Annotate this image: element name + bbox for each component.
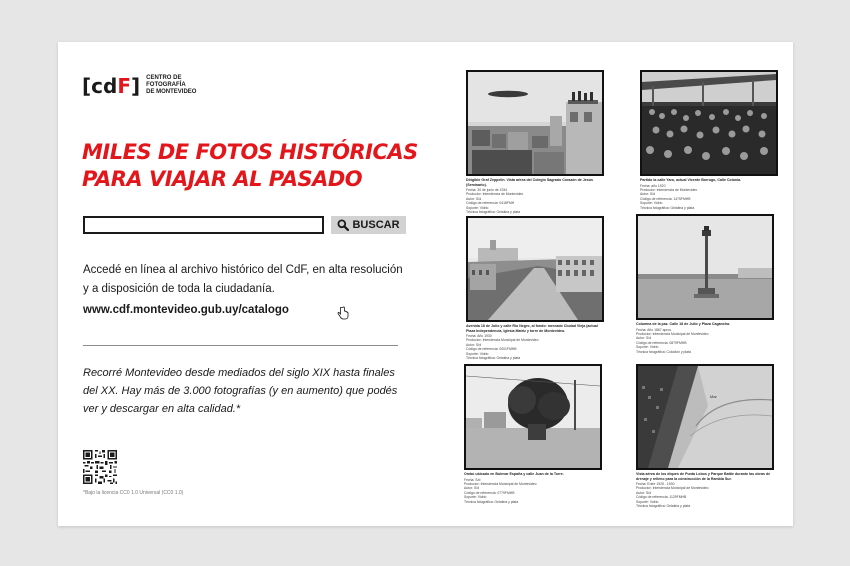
photo-ombu[interactable] [464, 364, 602, 470]
photo-meta-line: Autor: S/d [640, 192, 656, 197]
intro-italic-text: Recorré Montevideo desde mediados del siglo XIX hasta finales del XX. Hay más de 3.000 fotografías (y en aumento) que podés ver y descargar en alta calidad.* [83, 367, 398, 415]
photo-meta-line: Soporte: Vidrio [466, 205, 489, 210]
photo-meta-line: Fecha: Año 1930 [466, 334, 492, 338]
photo-meta-line: Código de referencia: 1129FMHB [636, 495, 687, 500]
photo-meta-line: Técnica fotográfica: Gelatina y plata [466, 210, 521, 215]
search-icon [337, 219, 349, 231]
photo-meta-line: Autor: S/d [466, 196, 482, 201]
license-note: *Bajo la licencia CC0 1.0 Universal (CC0 1.0) [83, 490, 184, 496]
photo-meta-line: Técnica fotográfica: Gelatina y plata [466, 356, 521, 361]
photo-meta-line: Autor: S/d [636, 490, 652, 495]
photo-meta-line: Fecha: 30 de junio de 1934 [466, 188, 508, 192]
photo-meta-line: Técnica fotográfica: Gelatina y plata [636, 504, 691, 509]
photo-meta-line: Técnica fotográfica: Gelatina y plata [640, 205, 695, 210]
headline [82, 139, 422, 193]
poster [58, 42, 793, 526]
qr-code[interactable] [83, 450, 117, 484]
photo-title: Dirigible Graf Zeppelin. Vista aérea del Colegio Sagrado Corazón de Jesús (Seminario). [466, 178, 593, 187]
photo-title: Columna de la paz. Calle 18 de Julio y Plaza Cagancha. [636, 322, 731, 326]
photo-title: Vista aérea de los diques de Punta Lobos y Parque Battle durante las obras de drenaje y relleno para la construcción de la Rambla Sur. [636, 472, 771, 481]
photo-meta-line: Productor: Intendencia Municipal de Montevideo [466, 338, 539, 343]
photo-meta [464, 478, 602, 504]
photo-meta-line: Código de referencia: 0418FMH [466, 201, 515, 206]
photo-meta-line: Autor: S/d [636, 336, 652, 341]
photo-meta-line: Código de referencia: 0779FMHB [464, 490, 515, 495]
photo-title: Avenida 18 de Julio y calle Río Negro, al fondo: mercado Ciudad Vieja (actual Plaza Independencia, Iglesia Matriz y torre de Montevideo. [466, 324, 598, 333]
logo-mark [82, 73, 141, 98]
logo-mark-cd: [cd [82, 73, 118, 98]
photo-card-ombu[interactable] [464, 364, 602, 504]
divider [83, 345, 398, 346]
photo-card-avenue[interactable] [466, 216, 604, 360]
description: Accedé en línea al archivo histórico del CdF, en alta resolución y a disposición de toda la ciudadanía. [83, 264, 403, 295]
logo-line-2: FOTOGRAFÍA [146, 82, 186, 88]
logo-mark-bracket: ] [130, 73, 141, 98]
photo-meta-line: Autor: S/d [466, 342, 482, 347]
photo-zeppelin[interactable] [466, 70, 604, 176]
photo-card-column[interactable] [636, 214, 774, 354]
photo-meta-line: Productor: Intendencia Municipal de Montevideo [464, 481, 537, 486]
logo-line-3: DE MONTEVIDEO [146, 89, 197, 95]
photo-meta [636, 482, 774, 508]
photo-meta-line: Código de referencia: 0001FMHB [466, 347, 517, 352]
logo-mark-f: F [117, 73, 131, 98]
photo-meta-line: Soporte: Vidrio [464, 495, 487, 500]
photo-aerial[interactable] [636, 364, 774, 470]
photo-meta-line: Soporte: Vidrio [636, 499, 659, 504]
photo-meta-line: Soporte: Vidrio [636, 345, 659, 350]
cdf-logo [82, 75, 216, 96]
search-button-label: BUSCAR [352, 219, 400, 231]
photo-meta-line: Fecha: año 1920 [640, 183, 666, 188]
photo-meta-line: Fecha: S/d [464, 477, 481, 482]
photo-meta-line: Código de referencia: 1475FMHB [640, 196, 691, 201]
search-input[interactable] [83, 216, 324, 234]
photo-avenue[interactable] [466, 216, 604, 322]
catalog-link[interactable]: www.cdf.montevideo.gub.uy/catalogo [83, 304, 289, 316]
photo-meta-line: Productor: Intendencia Municipal de Montevideo [636, 331, 709, 336]
hand-pointer-icon [337, 306, 349, 320]
photo-card-zeppelin[interactable] [466, 70, 604, 214]
photo-meta [466, 188, 604, 214]
photo-card-crowd[interactable] [640, 70, 778, 210]
photo-meta-line: Productor: Intendencia de Montevideo [640, 187, 698, 192]
photo-meta [636, 328, 774, 354]
photo-meta-line: Técnica fotográfica: Colodión y plata [636, 349, 691, 354]
photo-meta [466, 334, 604, 360]
photo-title: Ombú ubicado en Bulevar España y calle Juan de la Torre. [464, 472, 564, 476]
photo-meta-line: Productor: Intendencia de Montevideo [466, 192, 524, 197]
headline-line-2: PARA VIAJAR AL PASADO [82, 167, 363, 191]
photo-card-aerial[interactable] [636, 364, 774, 508]
logo-text [146, 75, 216, 96]
mar-label: Mar [710, 394, 717, 399]
photo-meta-line: Soporte: Vidrio [640, 201, 663, 206]
photo-meta-line: Soporte: Vidrio [466, 351, 489, 356]
search-button[interactable] [331, 216, 406, 234]
photo-meta-line: Fecha: Año 1867 aprox. [636, 327, 673, 332]
photo-crowd[interactable] [640, 70, 778, 176]
photo-title: Partido la calle Yaro, actual Vicente Borrugo, Calle Colonia. [640, 178, 742, 182]
photo-meta-line: Código de referencia: 0879FMHB [636, 340, 687, 345]
photo-meta-line: Fecha: Entre 1925 - 1930 [636, 482, 675, 486]
photo-meta-line: Técnica fotográfica: Gelatina y plata [464, 499, 519, 504]
logo-line-1: CENTRO DE [146, 75, 182, 81]
photo-meta-line: Autor: S/d [464, 486, 480, 491]
headline-line-1: MILES DE FOTOS HISTÓRICAS [82, 140, 418, 164]
photo-meta-line: Productor: Intendencia Municipal de Montevideo [636, 486, 709, 491]
photo-column[interactable] [636, 214, 774, 320]
photo-meta [640, 184, 778, 210]
